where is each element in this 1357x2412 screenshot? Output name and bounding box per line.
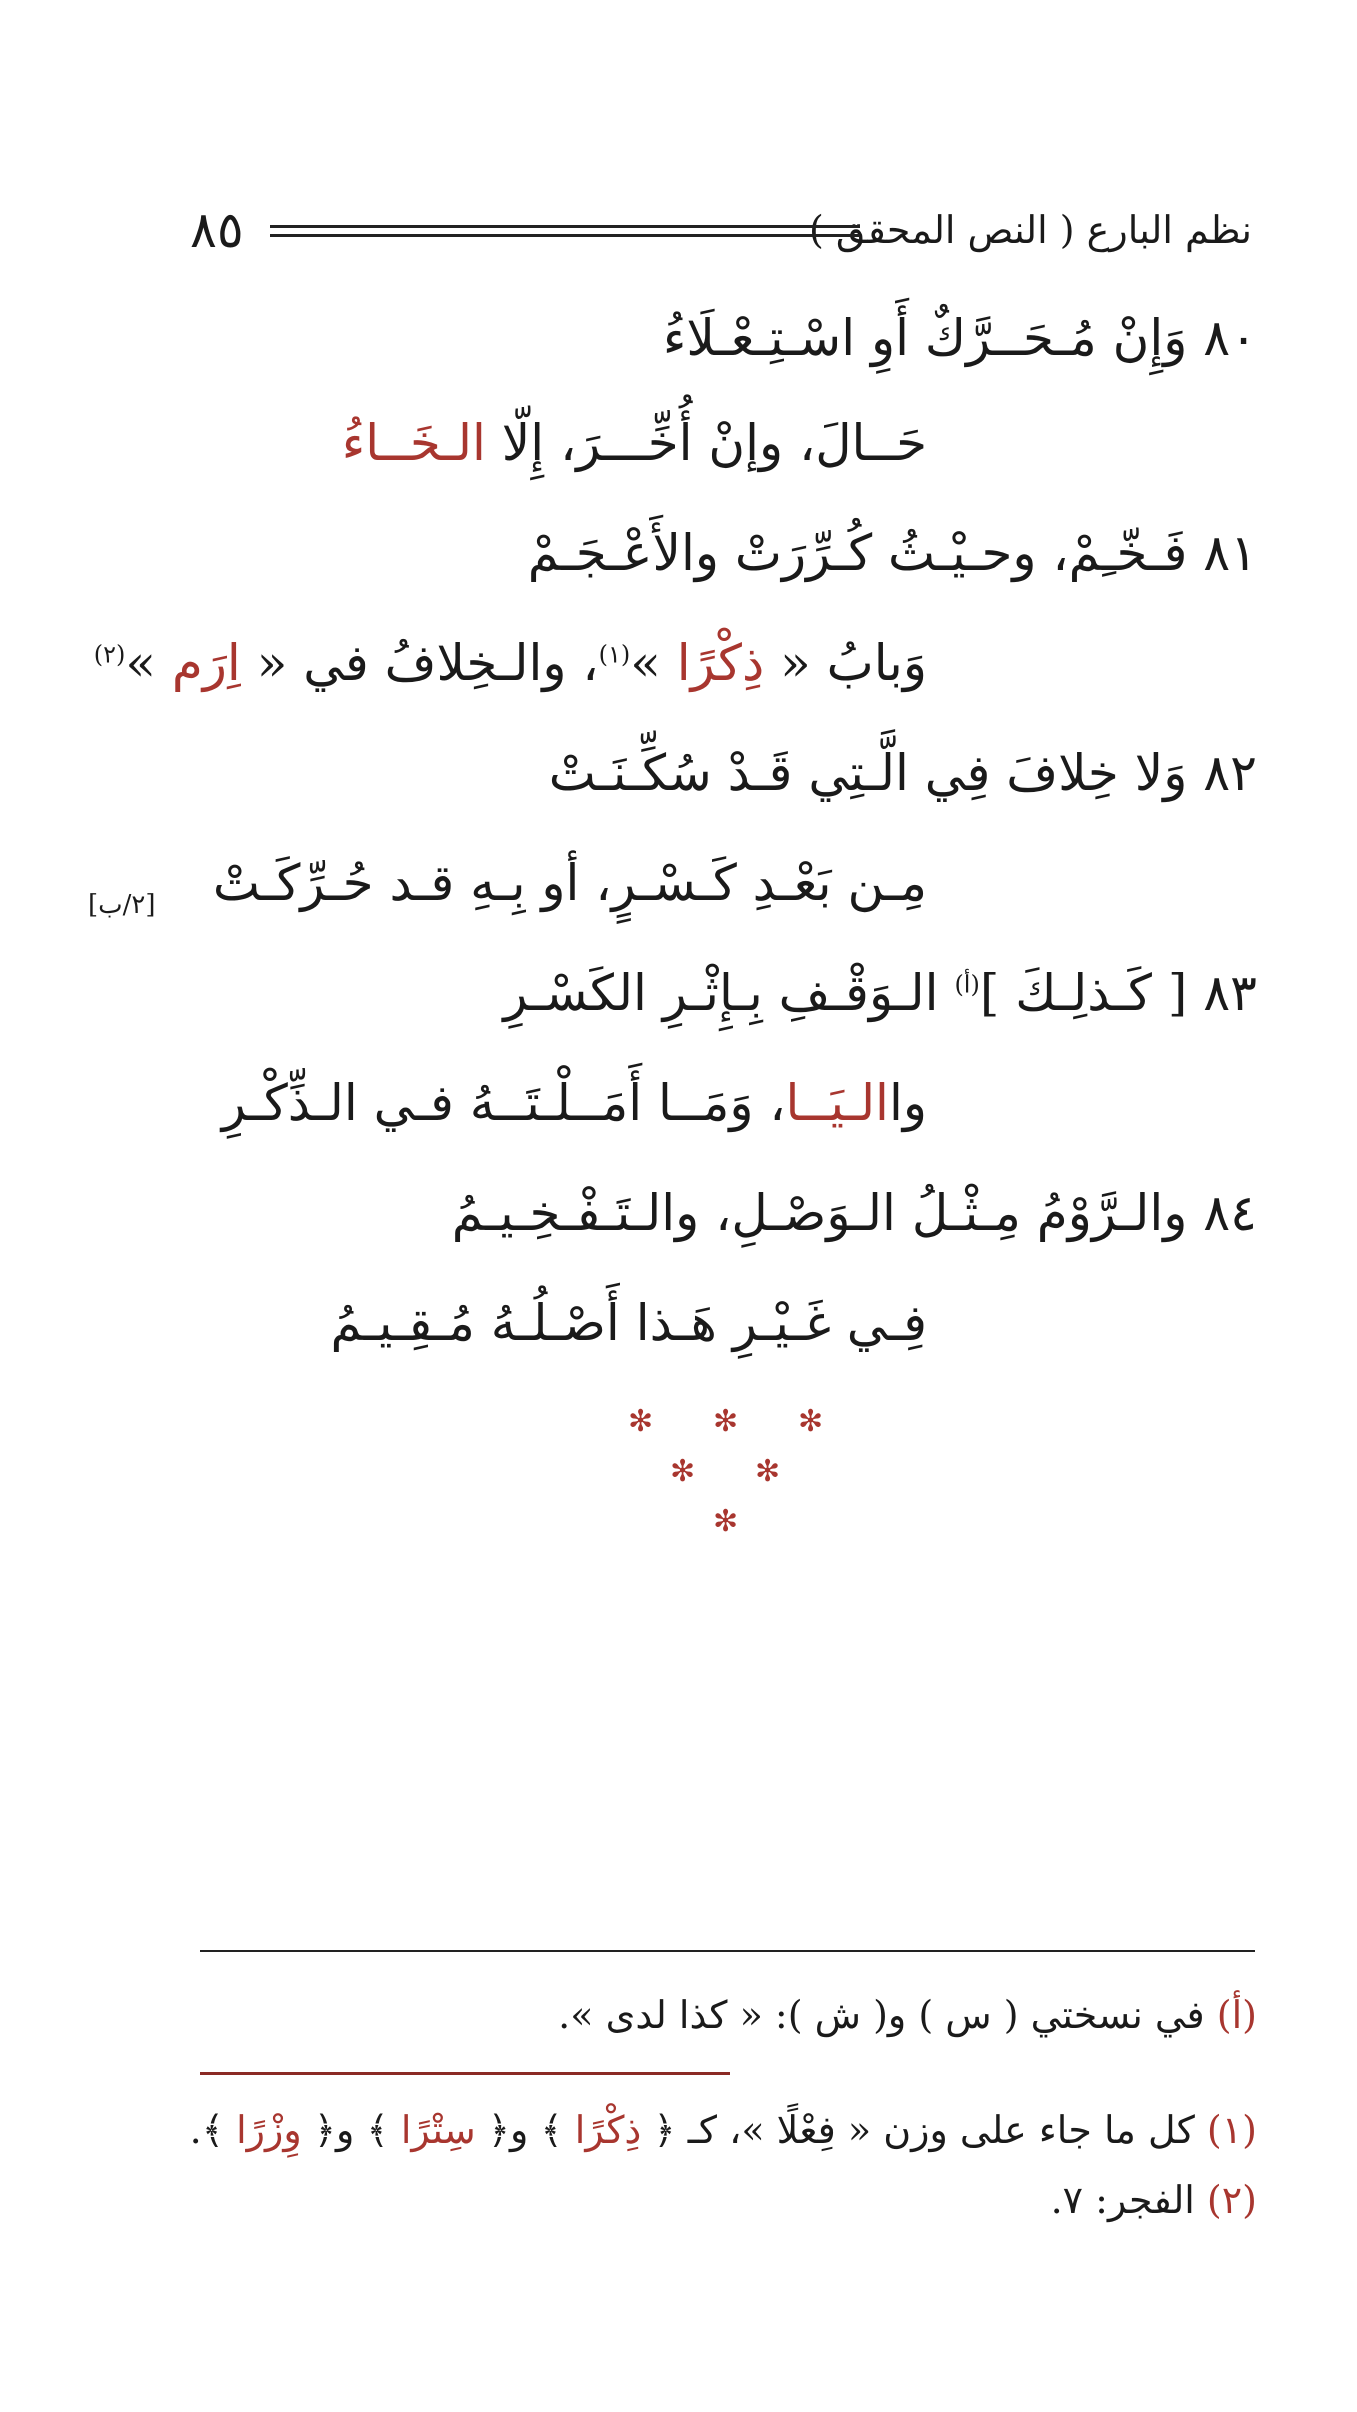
verse-82-first-hemistich [549,738,1257,808]
footnote-a [558,1990,1257,2040]
verse-81-first-hemistich [528,518,1257,588]
footnote-separator-red [200,2072,730,2075]
footnote-text: كل ما جاء على وزن « فِعْلًا »، كـ ﴿ [641,2108,1207,2152]
verse-text: حَــالَ، وإنْ أُخِّـــرَ، إِلّا [485,414,927,472]
verse-83-second-hemistich [222,1068,927,1138]
footnote-text: الفجر: ٧. [1050,2178,1207,2222]
verse-text: » [630,634,677,692]
verse-84-first-hemistich [452,1178,1257,1248]
footnote-label: (٢) [1206,2178,1257,2222]
verse-text: مِـن بَعْـدِ كَـسْـرٍ، أو بِـهِ قـد حُـرِّكَـتْ [212,854,927,912]
footnote-ref-a[interactable]: (أ) [954,970,980,999]
header-double-rule [270,225,860,237]
footnote-label: (أ) [1216,1993,1257,2037]
ornament-star-icon: ✻ [670,1454,696,1489]
highlighted-word: الـخَــاءُ [341,414,486,472]
verse-text: [ كَـذلِـكَ ] [979,964,1188,1022]
highlighted-word: سِتْرًا [400,2108,476,2152]
footnote-label: (١) [1206,2108,1257,2152]
verse-text: وا [888,1074,927,1132]
verse-84-second-hemistich [331,1288,927,1358]
verse-text: ، وَمَــا أَمَــلْـتَــهُ فـي الـذِّكْـرِ [221,1074,786,1132]
verse-83-first-hemistich [503,958,1257,1028]
highlighted-word: اِرَم [171,634,241,692]
verse-number: ٨١ [1203,524,1257,582]
footnote-text: في نسختي ( س ) و( ش ): « كذا لدى ». [558,1993,1217,2037]
verse-number: ٨٠ [1203,309,1257,367]
verse-text: ، والـخِلافُ في « [240,634,599,692]
verse-text: » [125,634,172,692]
verse-number: ٨٢ [1203,744,1257,802]
footnote-text: ﴾ و﴿ [301,2108,401,2152]
page-header-title: نظم البارع ( النص المحقق ) [809,208,1252,252]
ornament-star-icon: ✻ [798,1404,824,1439]
ornament-star-icon: ✻ [628,1404,654,1439]
footnote-separator [200,1950,1255,1952]
ornament-star-icon: ✻ [713,1404,739,1439]
ornament-star-icon: ✻ [713,1504,739,1539]
highlighted-word: ذِكْرًا [676,634,765,692]
verse-81-second-hemistich [94,628,927,698]
verse-number: ٨٣ [1203,964,1257,1022]
verse-text: وَإِنْ مُـحَــرَّكٌ أَوِ اسْـتِـعْـلَاءُ [662,309,1188,367]
highlighted-word: وِزْرًا [236,2108,302,2152]
verse-text: وَبابُ « [764,634,927,692]
verse-80-second-hemistich [342,408,927,478]
page-number: ٨٥ [190,201,244,259]
footnote-2 [1051,2175,1257,2225]
footnote-ref-2[interactable]: (٢) [93,640,126,669]
footnote-ref-1[interactable]: (١) [598,640,631,669]
verse-80-first-hemistich [663,303,1257,373]
verse-text: والـرَّوْمُ مِـثْـلُ الـوَصْـلِ، والـتَـفْـخِـيـمُ [451,1184,1188,1242]
highlighted-word: ذِكْرًا [574,2108,642,2152]
manuscript-folio-marker: [٢/ب] [88,890,156,920]
verse-text: الـوَقْـفِ بِـإِثْـرِ الكَسْـرِ [503,964,955,1022]
ornament-star-icon: ✻ [755,1454,781,1489]
footnote-1 [190,2105,1257,2155]
verse-text: فَـخّـِمْ، وحـيْـثُ كُـرِّرَتْ والأَعْـجَـمْ [527,524,1188,582]
verse-text: فِـي غَـيْـرِ هَـذا أَصْـلُـهُ مُـقِـيـمُ [330,1294,927,1352]
verse-number: ٨٤ [1203,1184,1257,1242]
highlighted-word: الـيَــا [785,1074,889,1132]
verse-text: وَلا خِلافَ فِي الَّـتِي قَـدْ سُكِّـنَـتْ [548,744,1188,802]
footnote-text: ﴾. [189,2108,237,2152]
footnote-text: ﴾ و﴿ [475,2108,575,2152]
verse-82-second-hemistich [213,848,927,918]
